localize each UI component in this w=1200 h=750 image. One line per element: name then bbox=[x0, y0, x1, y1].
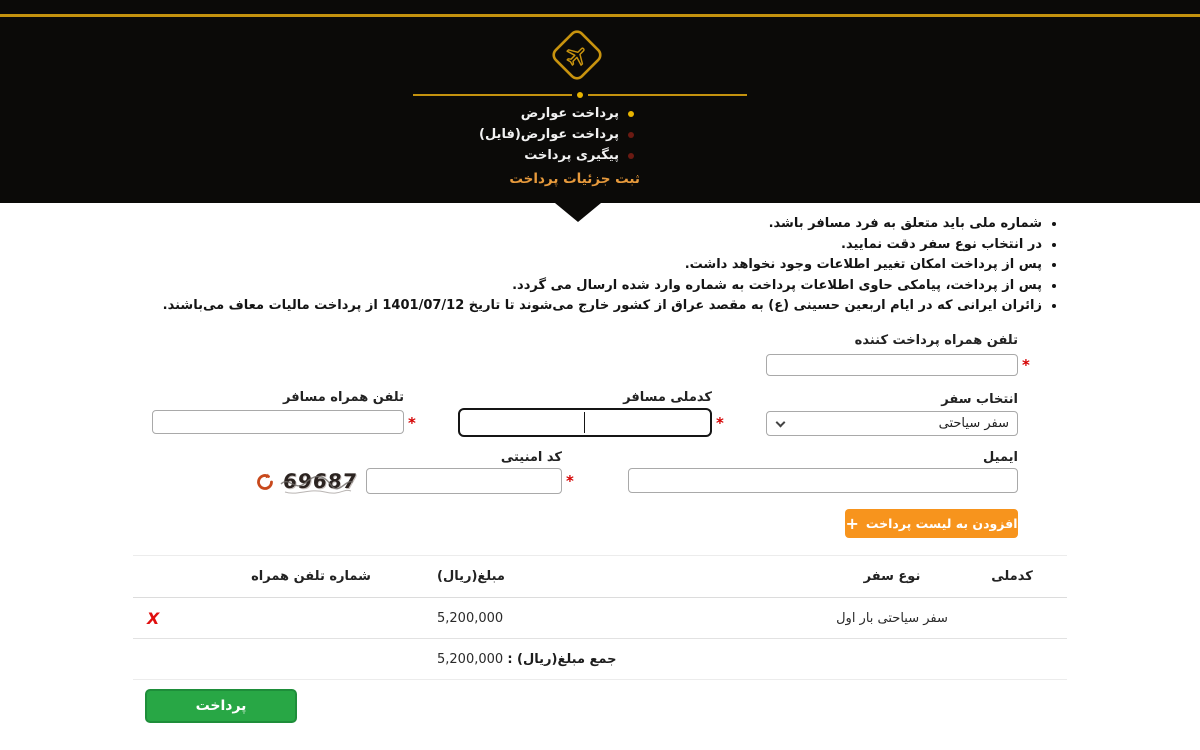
required-asterisk: * bbox=[1022, 356, 1030, 374]
menu-item-pay-toll[interactable] bbox=[479, 103, 634, 124]
table-header-row bbox=[133, 556, 1067, 598]
required-asterisk: * bbox=[716, 414, 724, 432]
required-asterisk: * bbox=[566, 472, 574, 490]
notice-item: • پس از پرداخت، پیامکی حاوی اطلاعات پرداخت به شماره وارد شده ارسال می گردد. bbox=[163, 276, 1042, 297]
text-caret bbox=[584, 412, 585, 433]
header-delete bbox=[133, 556, 223, 598]
menu-bullet-icon bbox=[628, 111, 634, 117]
menu-bullet-icon bbox=[628, 153, 634, 159]
captcha-digits: 69687 bbox=[281, 469, 359, 493]
header-trip-type: نوع سفر bbox=[863, 569, 921, 584]
pay-button[interactable]: پرداخت bbox=[145, 689, 297, 723]
captcha-refresh-icon[interactable] bbox=[255, 472, 275, 492]
notice-item: • شماره ملی باید متعلق به فرد مسافر باشد. bbox=[163, 214, 1042, 235]
add-to-payment-list-button[interactable] bbox=[845, 509, 1018, 538]
payer-phone-input[interactable] bbox=[766, 354, 1018, 376]
delete-row-icon[interactable]: X bbox=[147, 608, 160, 628]
add-button-label: افزودن به لیست پرداخت bbox=[865, 516, 1018, 531]
menu-item-label: پیگیری پرداخت bbox=[524, 148, 619, 163]
register-payment-details-link[interactable]: ثبت جزئیات پرداخت bbox=[509, 171, 640, 187]
table-total-row bbox=[133, 639, 1067, 680]
notice-item: • زائران ایرانی که در ایام اربعین حسینی (ع) به مقصد عراق از کشور خارج می‌شوند تا تاریخ 1401/07/12 از پرداخت مالیات معاف می‌باشند. bbox=[163, 296, 1042, 317]
menu-item-label: پرداخت عوارض bbox=[520, 106, 619, 121]
payment-list-table bbox=[133, 555, 1067, 680]
payer-phone-label: تلفن همراه پرداخت کننده bbox=[854, 333, 1018, 348]
plus-icon: + bbox=[845, 513, 859, 533]
menu-item-label: پرداخت عوارض(فایل) bbox=[479, 127, 619, 142]
email-input[interactable] bbox=[628, 468, 1018, 493]
cell-national-code bbox=[957, 598, 1067, 639]
divider-dot-icon bbox=[577, 92, 583, 98]
cell-delete bbox=[133, 598, 223, 639]
cell-phone bbox=[223, 598, 399, 639]
header-phone: شماره تلفن همراه bbox=[251, 569, 371, 584]
total-amount: 5,200,000 bbox=[437, 651, 504, 667]
total-label: جمع مبلغ(ریال) : bbox=[507, 651, 617, 667]
cell-total bbox=[399, 639, 827, 680]
captcha-image bbox=[255, 468, 359, 498]
trip-type-select[interactable] bbox=[766, 411, 1018, 436]
airplane-diamond-icon bbox=[544, 22, 610, 88]
header-amount: مبلغ(ریال) bbox=[437, 569, 505, 584]
trip-type-label: انتخاب سفر bbox=[941, 392, 1018, 407]
captcha-input[interactable] bbox=[366, 468, 562, 494]
national-code-input[interactable] bbox=[458, 408, 712, 437]
cell-trip-type: سفر سیاحتی بار اول bbox=[836, 610, 948, 626]
cell-amount: 5,200,000 bbox=[437, 610, 504, 626]
trip-type-selected-value: سفر سیاحتی bbox=[938, 416, 1009, 431]
notice-item: • پس از پرداخت امکان تغییر اطلاعات وجود نخواهد داشت. bbox=[163, 255, 1042, 276]
header-menu bbox=[479, 103, 634, 166]
notice-list bbox=[163, 214, 1060, 317]
national-code-label: کدملی مسافر bbox=[623, 390, 712, 405]
menu-item-pay-toll-file[interactable] bbox=[479, 124, 634, 145]
notice-item: • در انتخاب نوع سفر دقت نمایید. bbox=[163, 235, 1042, 256]
menu-item-track-payment[interactable] bbox=[479, 145, 634, 166]
header bbox=[0, 0, 1200, 203]
captcha-label: کد امنیتی bbox=[500, 450, 562, 465]
menu-bullet-icon bbox=[628, 132, 634, 138]
header-gold-line bbox=[0, 14, 1200, 17]
table-row bbox=[133, 598, 1067, 639]
required-asterisk: * bbox=[408, 414, 416, 432]
passenger-phone-input[interactable] bbox=[152, 410, 404, 434]
header-divider bbox=[413, 92, 747, 98]
header-national-code: کدملی bbox=[991, 569, 1033, 584]
email-label: ایمیل bbox=[983, 450, 1018, 465]
passenger-phone-label: تلفن همراه مسافر bbox=[283, 390, 404, 405]
